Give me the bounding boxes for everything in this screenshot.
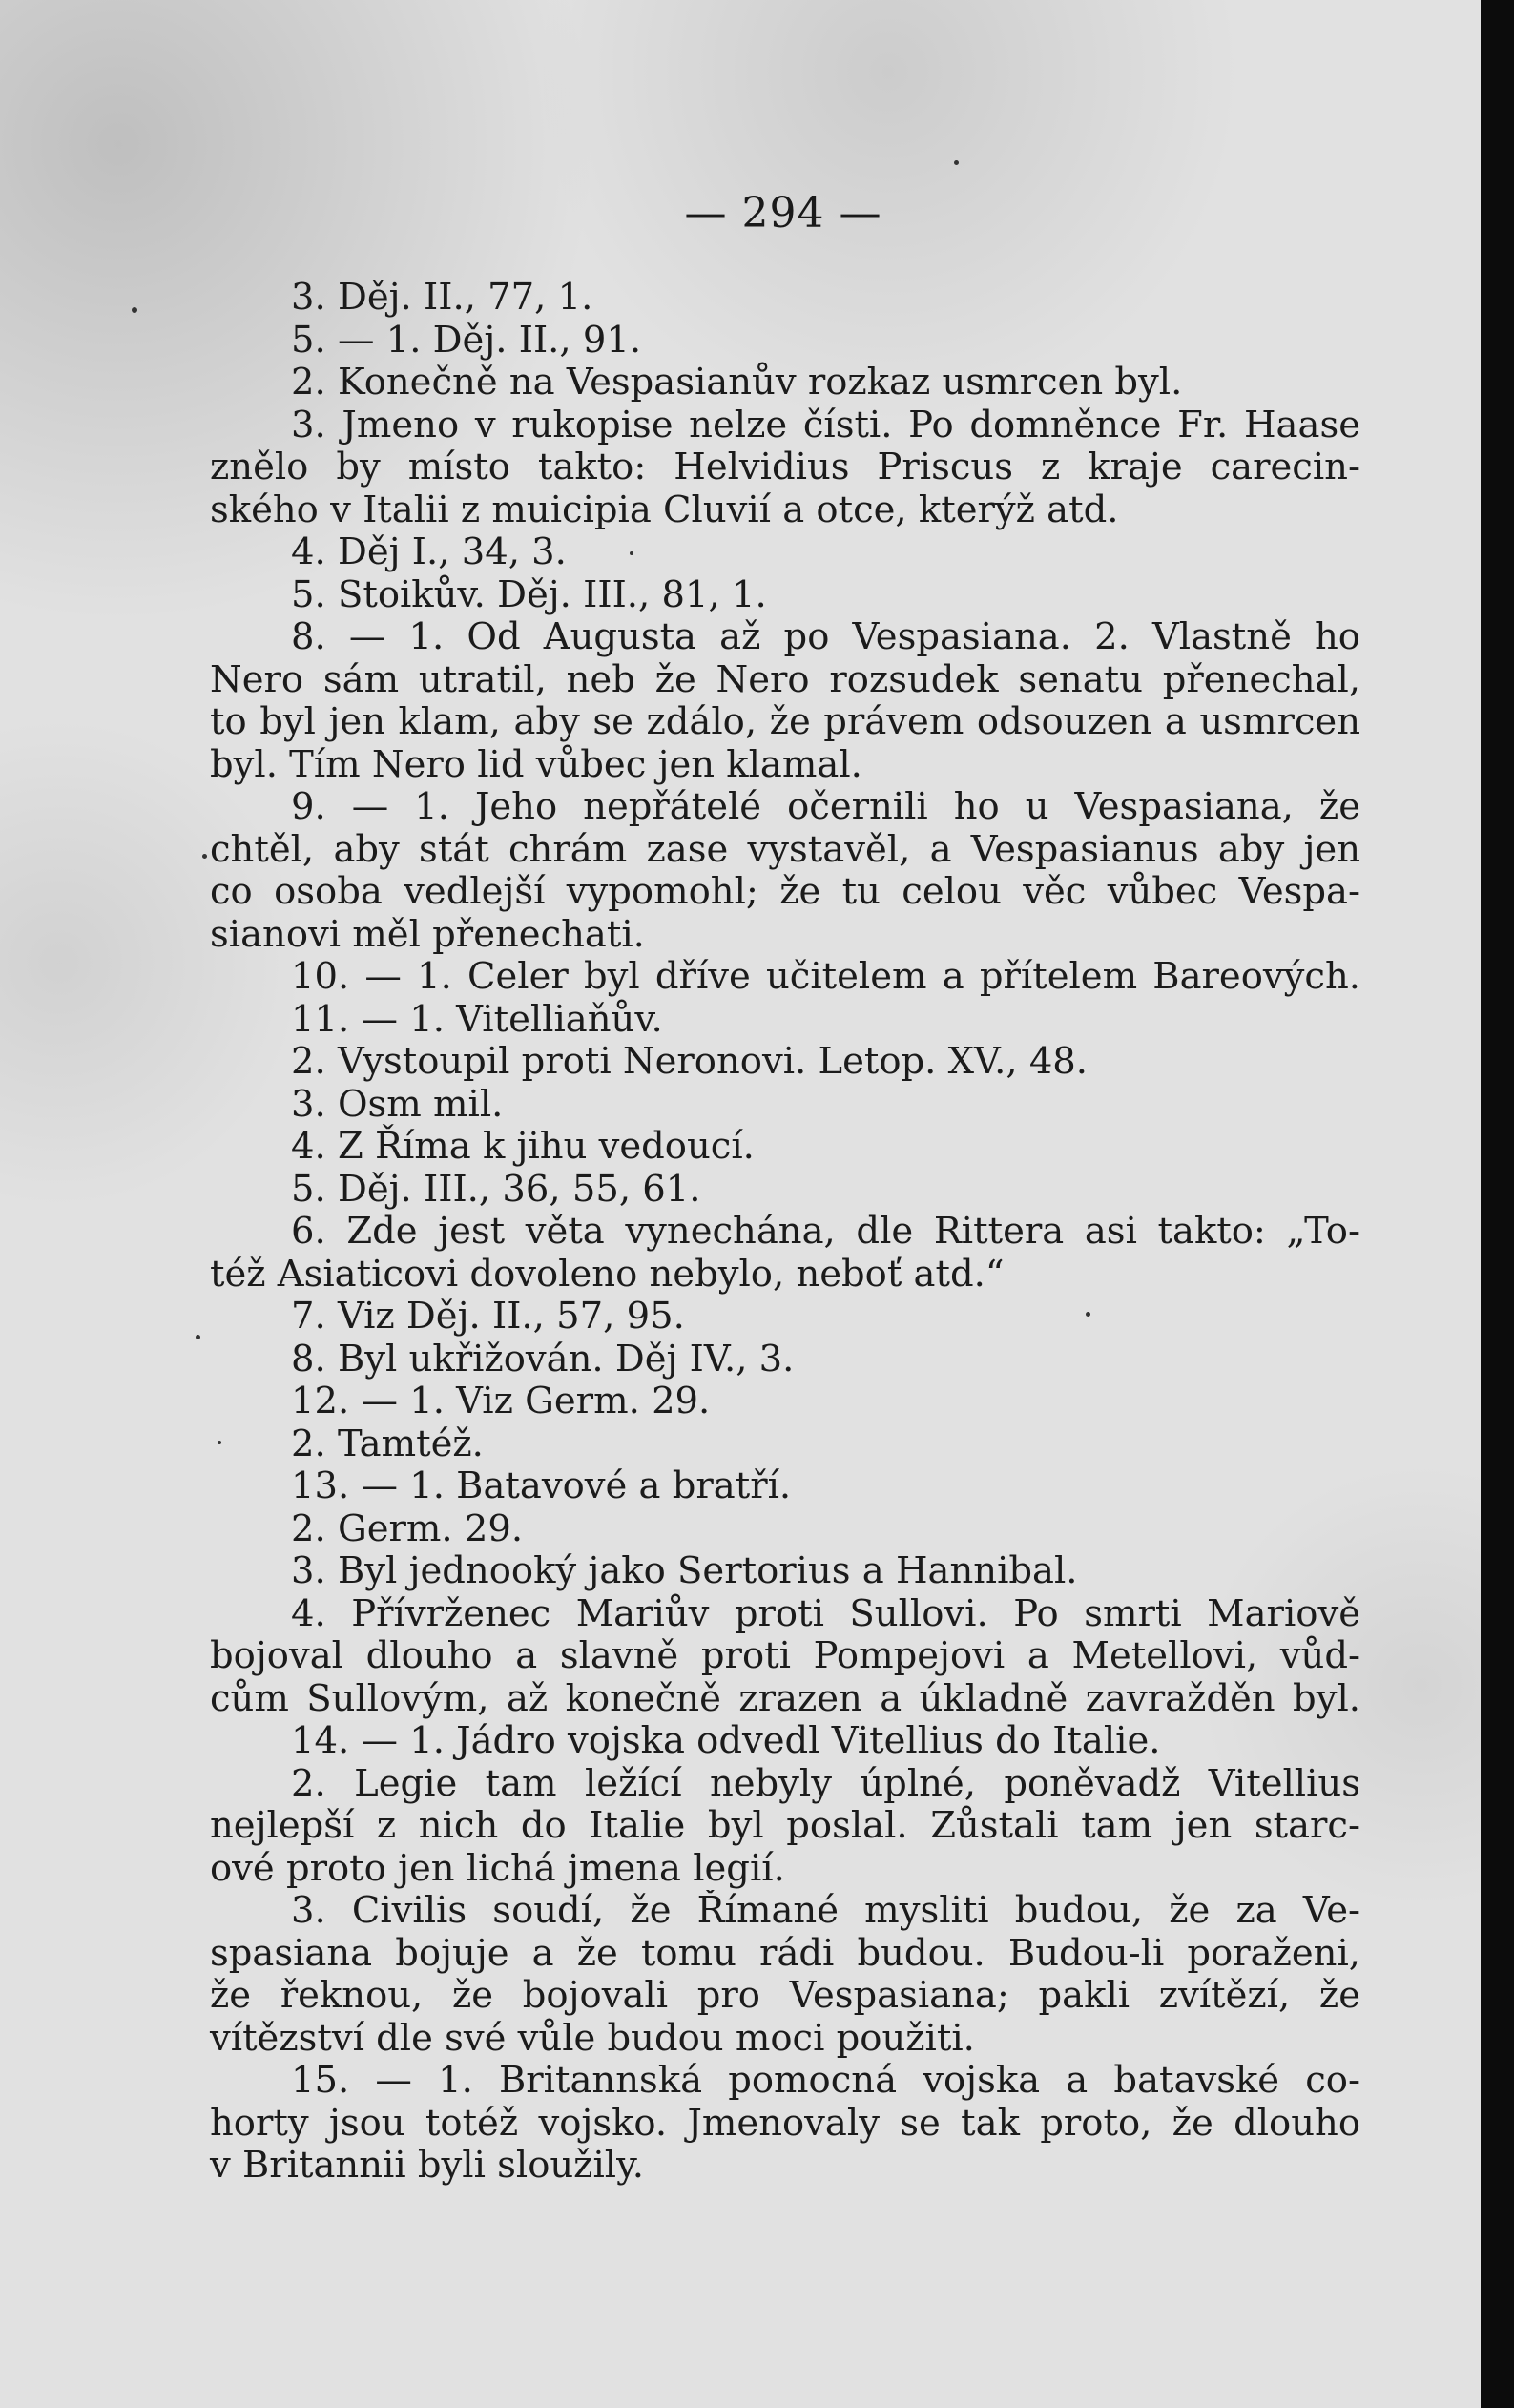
footnote-line: 2. Vystoupil proti Neronovi. Letop. XV., 48. (291, 1040, 1089, 1083)
footnote-line: Nero sám utratil, neb že Nero rozsudek senatu přenechal, (210, 658, 1360, 701)
footnote-line: v Britannii byli sloužily. (210, 2144, 644, 2187)
footnote-line: 3. Jmeno v rukopise nelze čísti. Po domněnce Fr. Haase (291, 404, 1360, 446)
footnote-line: to byl jen klam, aby se zdálo, že právem odsouzen a usmrcen (210, 701, 1360, 743)
footnote-line: 5. Stoikův. Děj. III., 81, 1. (291, 572, 767, 616)
footnote-line: 2. Konečně na Vespasianův rozkaz usmrcen byl. (291, 361, 1183, 404)
footnote-line: chtěl, aby stát chrám zase vystavěl, a Vespasianus aby jen (210, 828, 1360, 871)
footnote-line: 2. Germ. 29. (291, 1506, 524, 1550)
footnote-line: cům Sullovým, až konečně zrazen a úkladně zavražděn byl. (210, 1677, 1360, 1720)
footnote-line: znělo by místo takto: Helvidius Priscus z kraje carecin- (210, 446, 1360, 488)
footnote-line: co osoba vedlejší vypomohl; že tu celou věc vůbec Vespa- (210, 871, 1360, 913)
footnote-line: ského v Italii z muicipia Cluvií a otce, kterýž atd. (210, 488, 1119, 531)
footnote-line: sianovi měl přenechati. (210, 912, 645, 956)
footnote-line: 15. — 1. Britannská pomocná vojska a batavské co- (291, 2060, 1360, 2102)
footnote-line: 5. Děj. III., 36, 55, 61. (291, 1167, 701, 1211)
footnote-line: 3. Civilis soudí, že Římané mysliti budou, že za Ve- (291, 1890, 1360, 1932)
footnote-line: 5. — 1. Děj. II., 91. (291, 318, 642, 362)
footnote-line: 3. Byl jednooký jako Sertorius a Hannibal. (291, 1549, 1078, 1592)
ink-speck (1086, 1312, 1090, 1317)
footnote-line: spasiana bojuje a že tomu rádi budou. Budou-li poraženi, (210, 1932, 1360, 1975)
ink-speck (954, 160, 959, 165)
footnote-line: 3. Osm mil. (291, 1082, 504, 1126)
footnote-line: 14. — 1. Jádro vojska odvedl Vitellius do Italie. (291, 1719, 1161, 1762)
footnote-line: 3. Děj. II., 77, 1. (291, 276, 593, 319)
footnote-line: 2. Legie tam ležící nebyly úplné, poněvadž Vitellius (291, 1762, 1360, 1805)
footnote-line: 4. Z Říma k jihu vedoucí. (291, 1125, 755, 1168)
ink-speck (196, 1335, 200, 1339)
footnote-line: 11. — 1. Vitelliaňův. (291, 997, 663, 1041)
footnote-line: 13. — 1. Batavové a bratří. (291, 1464, 792, 1507)
footnote-line: 6. Zde jest věta vynechána, dle Rittera asi takto: „To- (291, 1211, 1360, 1253)
footnote-line: 9. — 1. Jeho nepřátelé očernili ho u Vespasiana, že (291, 786, 1360, 828)
footnote-line: též Asiaticovi dovoleno nebylo, neboť atd.“ (210, 1252, 1005, 1296)
footnote-line: vítězství dle své vůle budou moci použiti. (210, 2016, 975, 2060)
ink-speck (218, 1441, 221, 1444)
footnote-line: bojoval dlouho a slavně proti Pompejovi a Metellovi, vůd- (210, 1635, 1360, 1677)
footnote-line: ové proto jen lichá jmena legií. (210, 1846, 785, 1890)
footnote-line: 7. Viz Děj. II., 57, 95. (291, 1295, 685, 1338)
ink-speck (202, 854, 207, 859)
footnote-line: horty jsou totéž vojsko. Jmenovaly se tak proto, že dlouho (210, 2102, 1360, 2145)
footnote-line: 2. Tamtéž. (291, 1422, 484, 1465)
page-number: — 294 — (684, 189, 882, 238)
footnote-line: 4. Přívrženec Mariův proti Sullovi. Po smrti Mariově (291, 1592, 1360, 1635)
footnote-line: 8. Byl ukřižován. Děj IV., 3. (291, 1337, 795, 1380)
footnote-line: 8. — 1. Od Augusta až po Vespasiana. 2. Vlastně ho (291, 616, 1360, 658)
footnote-line: 4. Děj I., 34, 3. (291, 530, 567, 573)
footnote-line: že řeknou, že bojovali pro Vespasiana; pakli zvítězí, že (210, 1975, 1360, 2017)
footnote-line: nejlepší z nich do Italie byl poslal. Zůstali tam jen starc- (210, 1805, 1360, 1847)
footnote-line: 10. — 1. Celer byl dříve učitelem a přítelem Bareových. (291, 956, 1360, 998)
ink-speck (630, 551, 633, 555)
ink-speck (132, 307, 137, 313)
footnotes-block (210, 277, 1360, 2188)
footnote-line: 12. — 1. Viz Germ. 29. (291, 1380, 711, 1422)
page-edge (1481, 0, 1514, 2408)
footnote-line: byl. Tím Nero lid vůbec jen klamal. (210, 742, 862, 786)
